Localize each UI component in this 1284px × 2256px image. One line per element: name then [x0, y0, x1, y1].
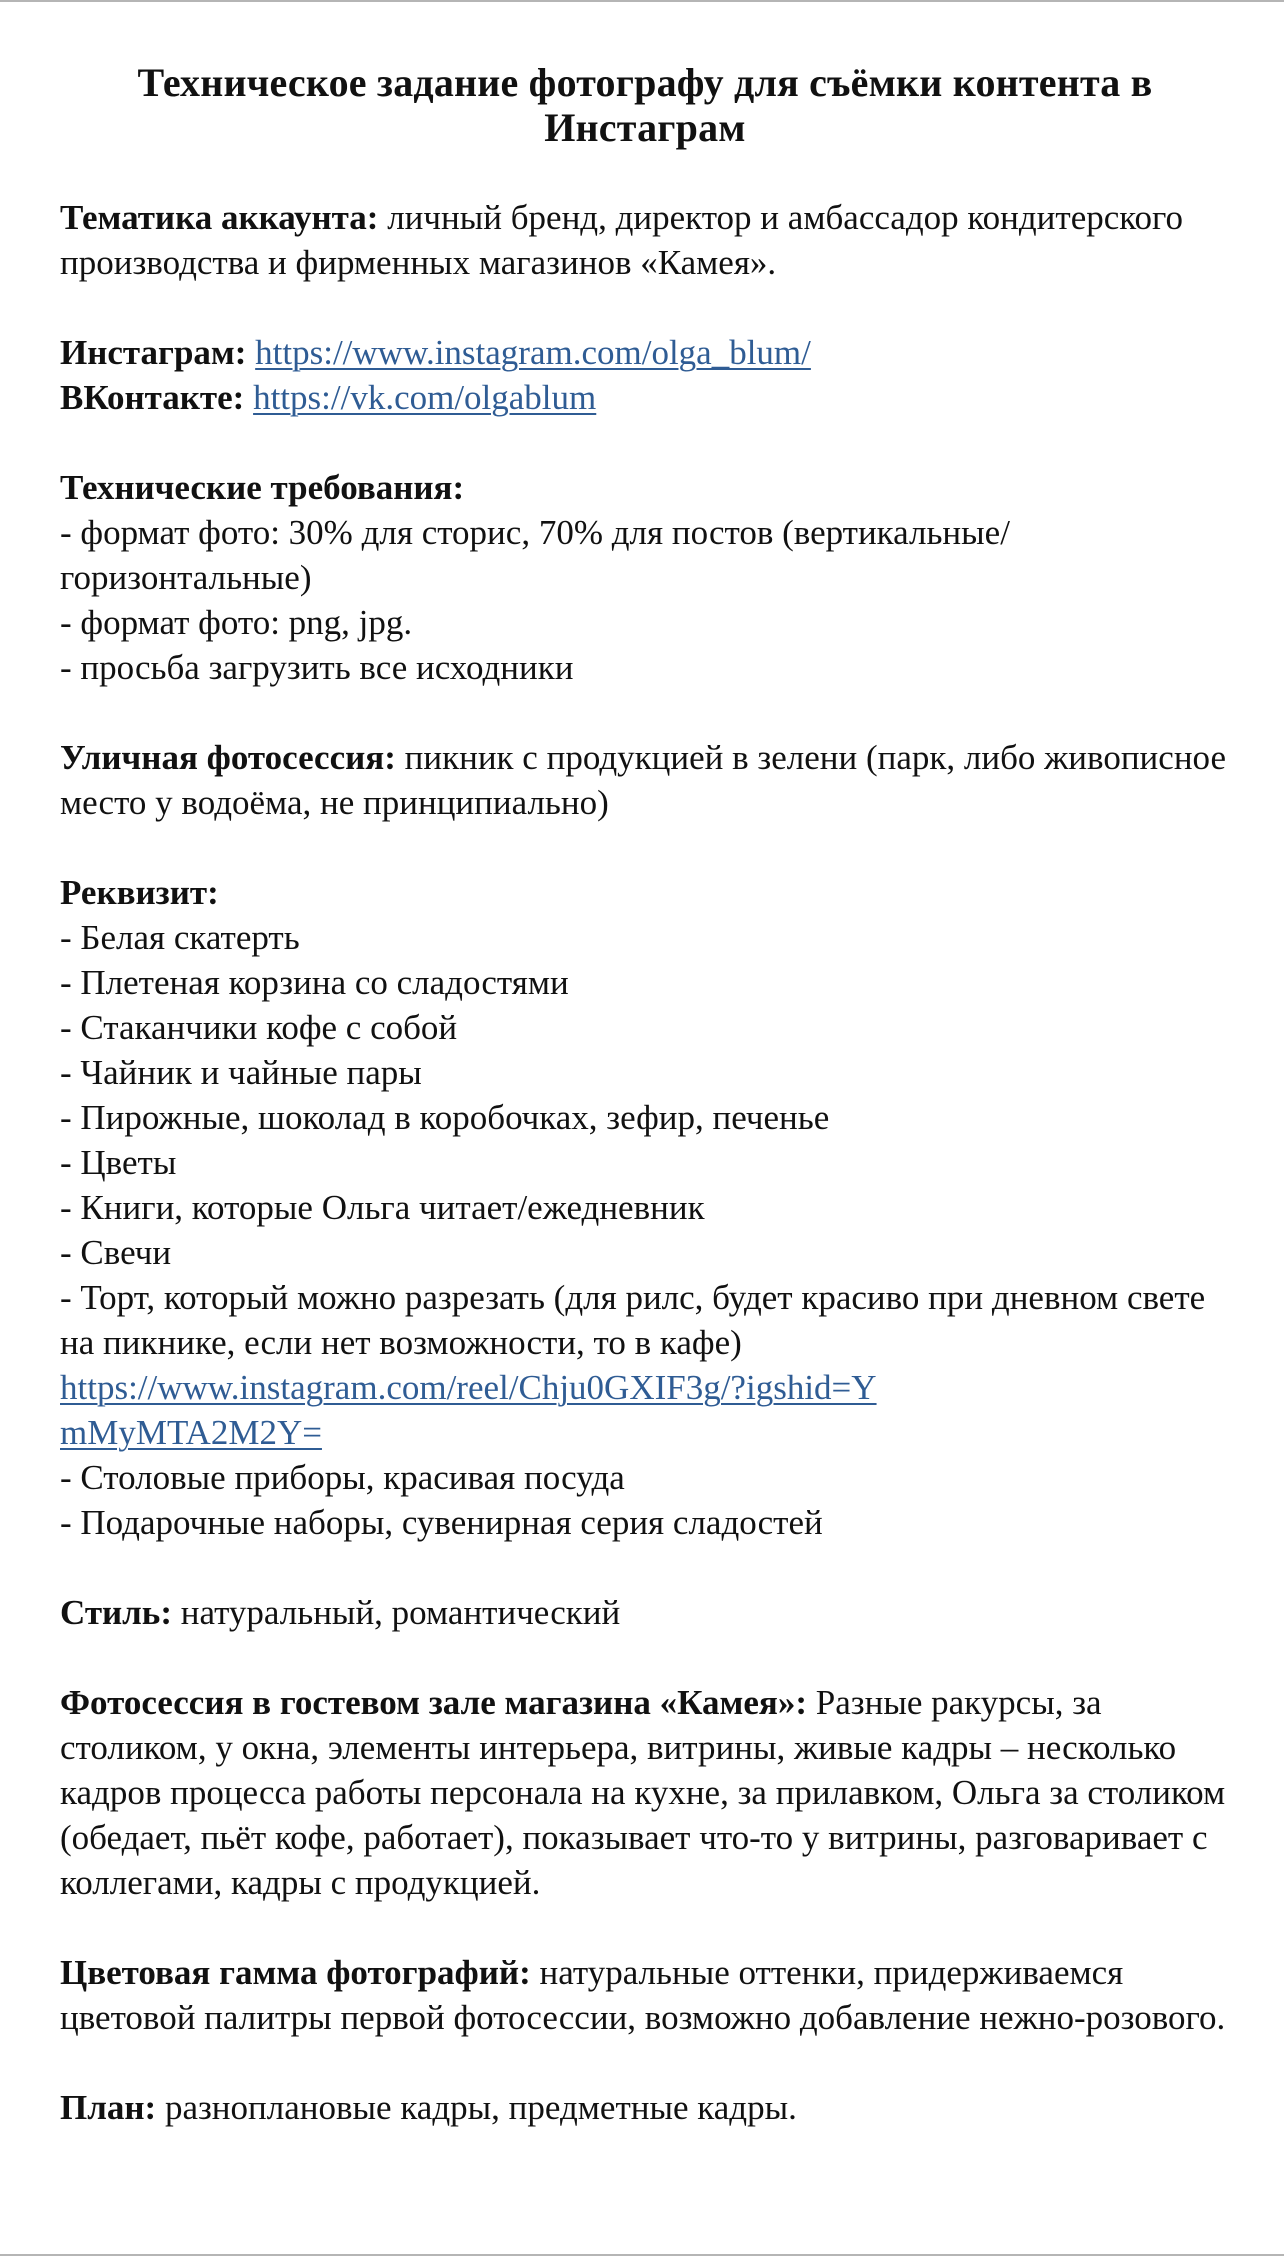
theme-text: личный бренд, директор и амбассадор кондитерского производства и фирменных магазинов «Камея». [60, 198, 1183, 282]
theme-label: Тематика аккаунта: [60, 198, 379, 237]
props-item: - Пирожные, шоколад в коробочках, зефир, печенье [60, 1098, 830, 1137]
props-item: - Свечи [60, 1233, 172, 1272]
technical-item: - просьба загрузить все исходники [60, 648, 574, 687]
document-content [60, 60, 1230, 2175]
props-item: - Столовые приборы, красивая посуда [60, 1458, 625, 1497]
props-item: - Белая скатерть [60, 918, 300, 957]
style-label: Стиль: [60, 1593, 172, 1632]
instagram-link[interactable]: https://www.instagram.com/olga_blum/ [255, 333, 811, 372]
props-item: - Торт, который можно разрезать (для рилс, будет красиво при дневном свете на пикнике, если нет возможности, то в кафе) [60, 1278, 1206, 1362]
colors-text: натуральные оттенки, придерживаемся цветовой палитры первой фотосессии, возможно добавление нежно-розового. [60, 1953, 1226, 2037]
reel-link-row [60, 1365, 880, 1455]
plan-text: разноплановые кадры, предметные кадры. [156, 2088, 797, 2127]
vk-row [60, 375, 1230, 420]
style-section [60, 1590, 1230, 1635]
indoor-label: Фотосессия в гостевом зале магазина «Камея»: [60, 1683, 808, 1722]
instagram-label: Инстаграм: [60, 333, 247, 372]
technical-item: - формат фото: png, jpg. [60, 603, 413, 642]
plan-section [60, 2085, 1230, 2130]
style-text: натуральный, романтический [171, 1593, 621, 1632]
outdoor-label: Уличная фотосессия: [60, 738, 396, 777]
colors-section [60, 1950, 1230, 2040]
technical-section [60, 465, 1230, 690]
props-section [60, 870, 1230, 1545]
props-item: - Стаканчики кофе с собой [60, 1008, 458, 1047]
indoor-text: Разные ракурсы, за столиком, у окна, элементы интерьера, витрины, живые кадры – несколько кадров процесса работы персонала на кухне, за прилавком, Ольга за столиком (обедает, пьёт кофе, работает), показывает что-то у витрины, разговаривает с коллегами, кадры с продукцией. [60, 1683, 1226, 1902]
props-item: - Чайник и чайные пары [60, 1053, 422, 1092]
props-item: - Книги, которые Ольга читает/ежедневник [60, 1188, 705, 1227]
plan-label: План: [60, 2088, 157, 2127]
document-title: Техническое задание фотографу для съёмки контента в Инстаграм [137, 60, 1153, 150]
instagram-row [60, 330, 1230, 375]
reel-link[interactable]: https://www.instagram.com/reel/Chju0GXIF3g/?igshid=YmMyMTA2M2Y= [60, 1368, 877, 1452]
props-item: - Подарочные наборы, сувенирная серия сладостей [60, 1503, 823, 1542]
props-item: - Плетеная корзина со сладостями [60, 963, 569, 1002]
props-item: - Цветы [60, 1143, 177, 1182]
props-label: Реквизит: [60, 873, 219, 912]
colors-label: Цветовая гамма фотографий: [60, 1953, 531, 1992]
social-links-section [60, 330, 1230, 420]
technical-label: Технические требования: [60, 468, 465, 507]
indoor-section [60, 1680, 1230, 1905]
technical-item: - формат фото: 30% для сторис, 70% для постов (вертикальные/ горизонтальные) [60, 513, 1010, 597]
vk-link[interactable]: https://vk.com/olgablum [253, 378, 597, 417]
theme-section [60, 195, 1230, 285]
outdoor-section [60, 735, 1230, 825]
vk-label: ВКонтакте: [60, 378, 245, 417]
outdoor-text: пикник с продукцией в зелени (парк, либо живописное место у водоёма, не принципиально) [60, 738, 1227, 822]
